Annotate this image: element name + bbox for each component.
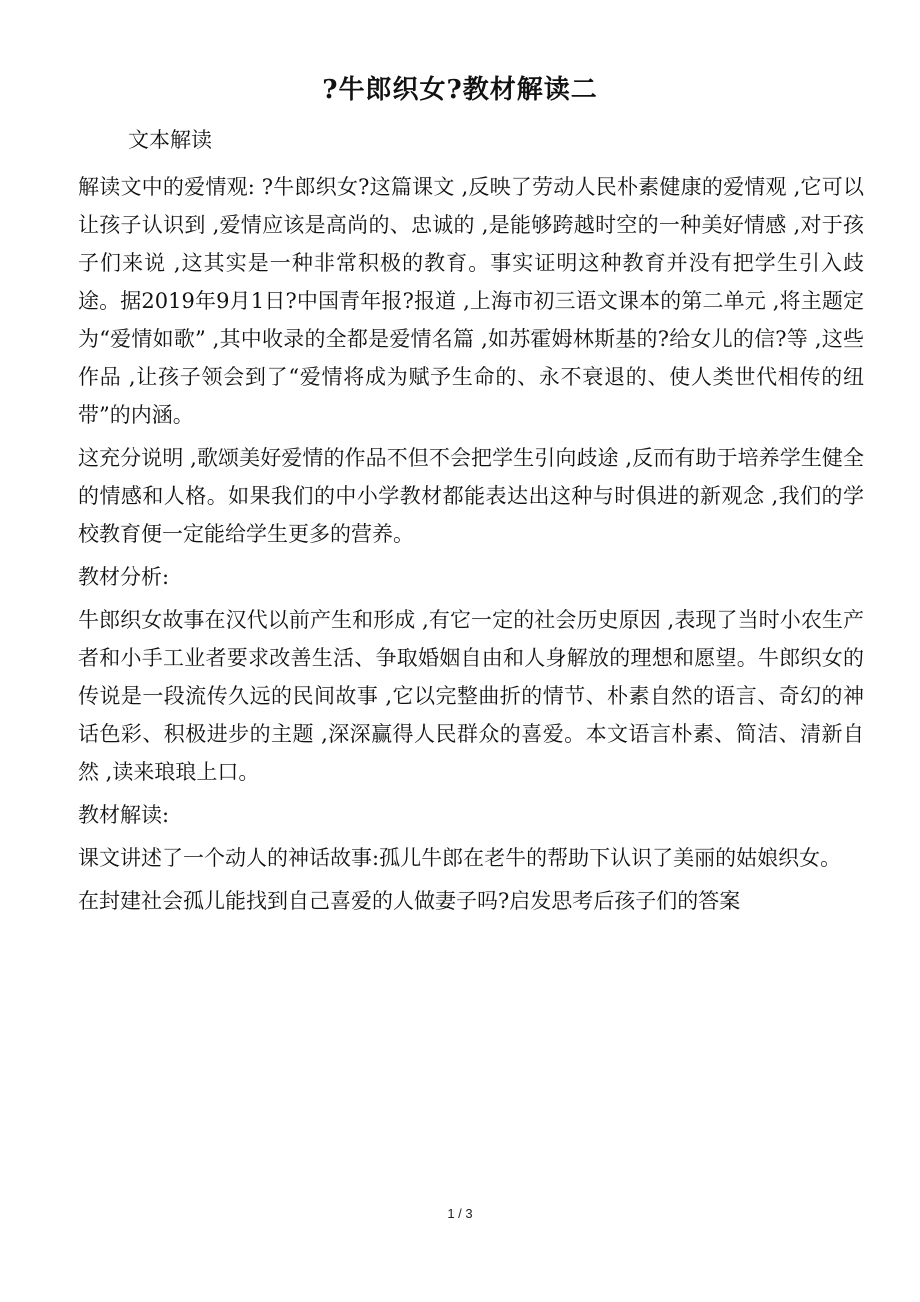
paragraph-discussion: 在封建社会孤儿能找到自己喜爱的人做妻子吗?启发思考后孩子们的答案 bbox=[78, 889, 741, 913]
heading-textbook-analysis: 教材分析: bbox=[78, 565, 170, 589]
section-subtitle: 文本解读 bbox=[128, 128, 212, 152]
document-body bbox=[66, 168, 864, 925]
document-title: ?牛郎织女?教材解读二 bbox=[322, 75, 598, 105]
paragraph-textbook-analysis: 牛郎织女故事在汉代以前产生和形成 ,有它一定的社会历史原因 ,表现了当时小农生产者和小手工业者要求改善生活、争取婚姻自由和人身解放的理想和愿望。牛郎织女的传说是一段流传久远的民间故事 ,它以完整曲折的情节、朴素自然的语言、奇幻的神话色彩、积极进步的主题 ,深深赢得人民群众的喜爱。本文语言朴素、简洁、清新自然 ,读来琅琅上口。 bbox=[78, 608, 864, 784]
heading-textbook-reading: 教材解读: bbox=[78, 803, 170, 827]
paragraph-conclusion: 这充分说明 ,歌颂美好爱情的作品不但不会把学生引向歧途 ,反而有助于培养学生健全的情感和人格。如果我们的中小学教材都能表达出这种与时俱进的新观念 ,我们的学校教育便一定能给学生更多的营养。 bbox=[78, 446, 864, 546]
page-number: 1 / 3 bbox=[447, 1206, 473, 1221]
paragraph-story-summary: 课文讲述了一个动人的神话故事:孤儿牛郎在老牛的帮助下认识了美丽的姑娘织女。 bbox=[78, 846, 842, 870]
paragraph-love-view: 解读文中的爱情观: ?牛郎织女?这篇课文 ,反映了劳动人民朴素健康的爱情观 ,它可以让孩子认识到 ,爱情应该是高尚的、忠诚的 ,是能够跨越时空的一种美好情感 ,对于孩子们来说 ,这其实是一种非常积极的教育。事实证明这种教育并没有把学生引入歧途。据2019年9月1日?中国青年报?报道 ,上海市初三语文课本的第二单元 ,将主题定为“爱情如歌” ,其中收录的全都是爱情名篇 ,如苏霍姆林斯基的?给女儿的信?等 ,这些作品 ,让孩子领会到了“爱情将成为赋予生命的、永不衰退的、使人类世代相传的纽带”的内涵。 bbox=[78, 175, 864, 427]
